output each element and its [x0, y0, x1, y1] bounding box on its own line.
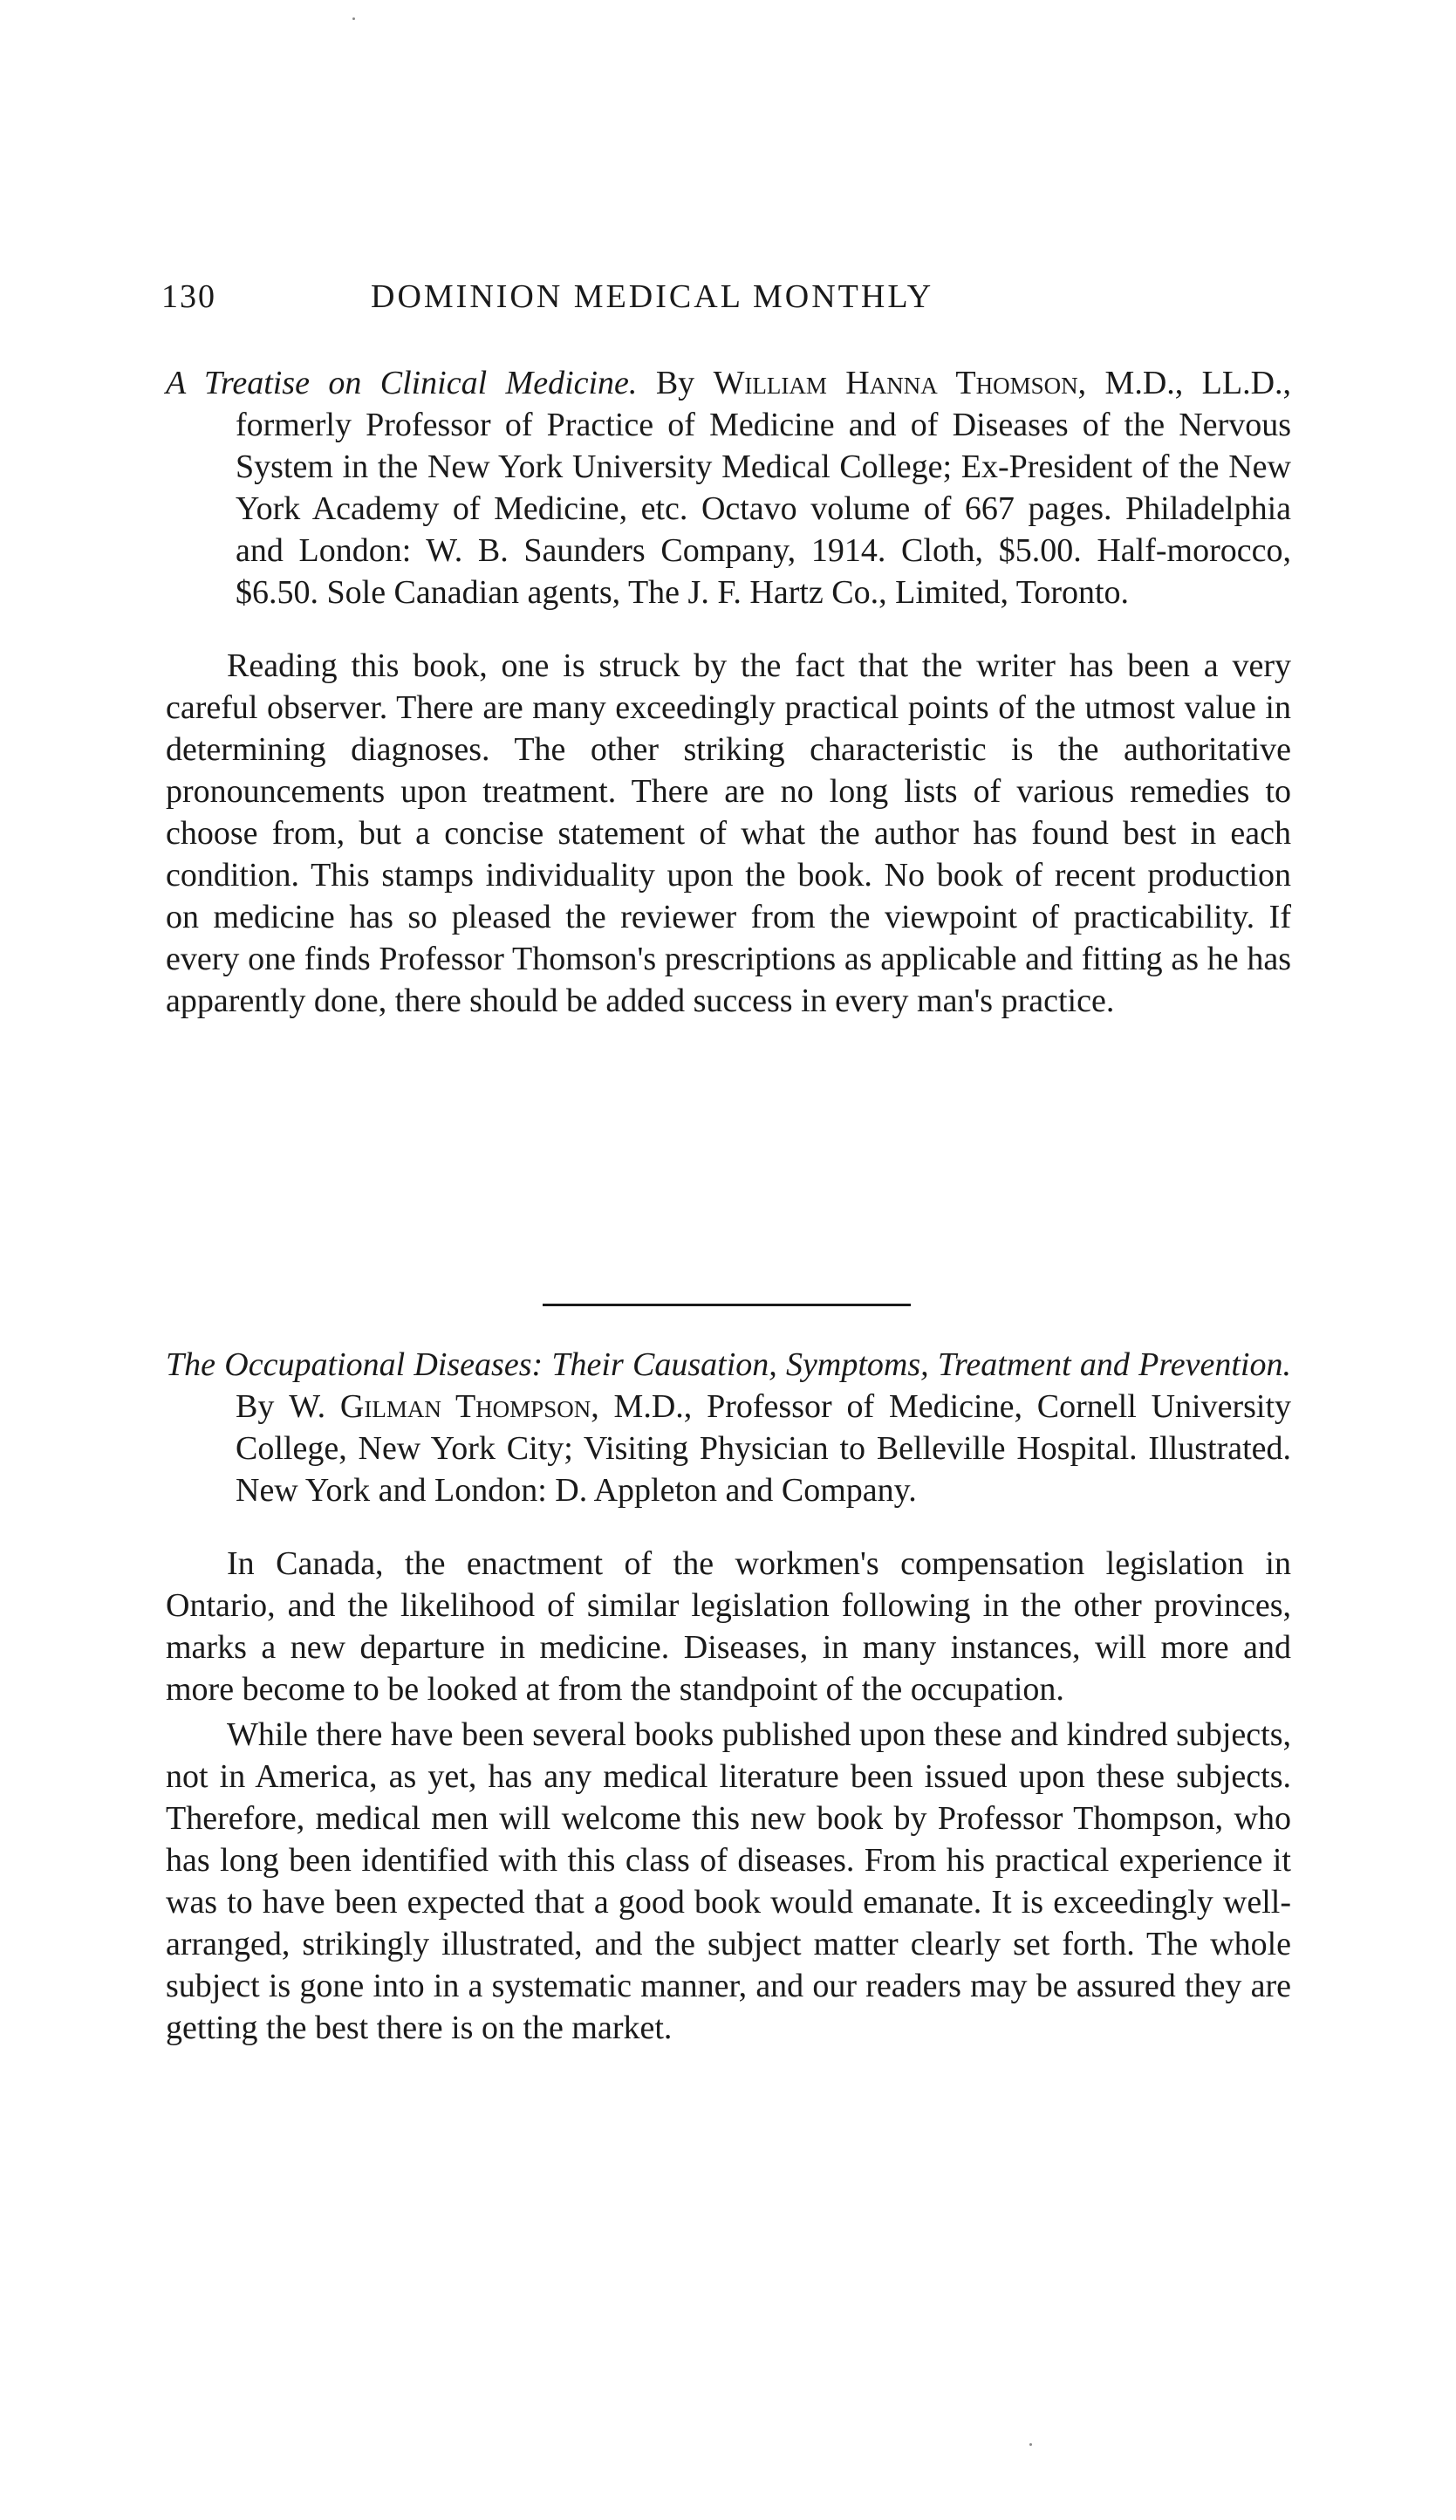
author-name: William Hanna Thomson [713, 365, 1078, 401]
book-review-occupational-diseases [166, 1344, 1291, 2049]
by-word: By [655, 365, 695, 401]
page-number: 130 [161, 278, 216, 315]
citation-details: , M.D., Professor of Medicine, Cornell University College, New York City; Visiting Physician to Belleville Hospital. Illustrated. New York and London: D. Appleton and Company. [236, 1388, 1291, 1509]
running-head [161, 277, 1304, 330]
section-divider [543, 1304, 911, 1306]
book-review-clinical-medicine [166, 362, 1291, 1022]
review-paragraph: Reading this book, one is struck by the fact that the writer has been a very careful observer. There are many exceedingly practical points of the utmost value in determining diagnoses. The other striking characteristic is the authoritative pronouncements upon treatment. There are no long lists of various remedies to choose from, but a concise statement of what the author has found best in each condition. This stamps individuality upon the book. No book of recent production on medicine has so pleased the reviewer from the viewpoint of practicability. If every one finds Professor Thomson's prescriptions as applicable and fitting as he has apparently done, there should be added success in every man's practice. [166, 647, 1291, 1019]
by-word: By [236, 1388, 275, 1425]
review-citation [166, 1344, 1291, 1511]
scan-speck [1029, 2443, 1032, 2446]
book-title: The Occupational Diseases: Their Causation, Symptoms, Treatment and Prevention. [166, 1346, 1291, 1383]
review-citation [166, 362, 1291, 613]
review-paragraph: In Canada, the enactment of the workmen's compensation legislation in Ontario, and the likelihood of similar legislation following in the other provinces, marks a new departure in medicine. Diseases, in many instances, will more and more become to be looked at from the standpoint of the occupation. [166, 1545, 1291, 1708]
scan-speck [352, 17, 355, 20]
author-name: W. Gilman Thompson [289, 1388, 591, 1425]
journal-title: DOMINION MEDICAL MONTHLY [371, 278, 934, 315]
book-title: A Treatise on Clinical Medicine. [166, 365, 638, 401]
review-paragraph: While there have been several books published upon these and kindred subjects, not in America, as yet, has any medical literature been issued upon these subjects. Therefore, medical men will welcome this new book by Professor Thompson, who has long been identified with this class of diseases. From his practical experience it was to have been expected that a good book would emanate. It is exceedingly well-arranged, strikingly illustrated, and the subject matter clearly set forth. The whole subject is gone into in a systematic manner, and our readers may be assured they are getting the best there is on the market. [166, 1716, 1291, 2046]
citation-details: , M.D., LL.D., formerly Professor of Practice of Medicine and of Diseases of the Nervous System in the New York University Medical College; Ex-President of the New York Academy of Medicine, etc. Octavo volume of 667 pages. Philadelphia and London: W. B. Saunders Company, 1914. Cloth, $5.00. Half-morocco, $6.50. Sole Canadian agents, The J. F. Hartz Co., Limited, Toronto. [236, 365, 1292, 611]
